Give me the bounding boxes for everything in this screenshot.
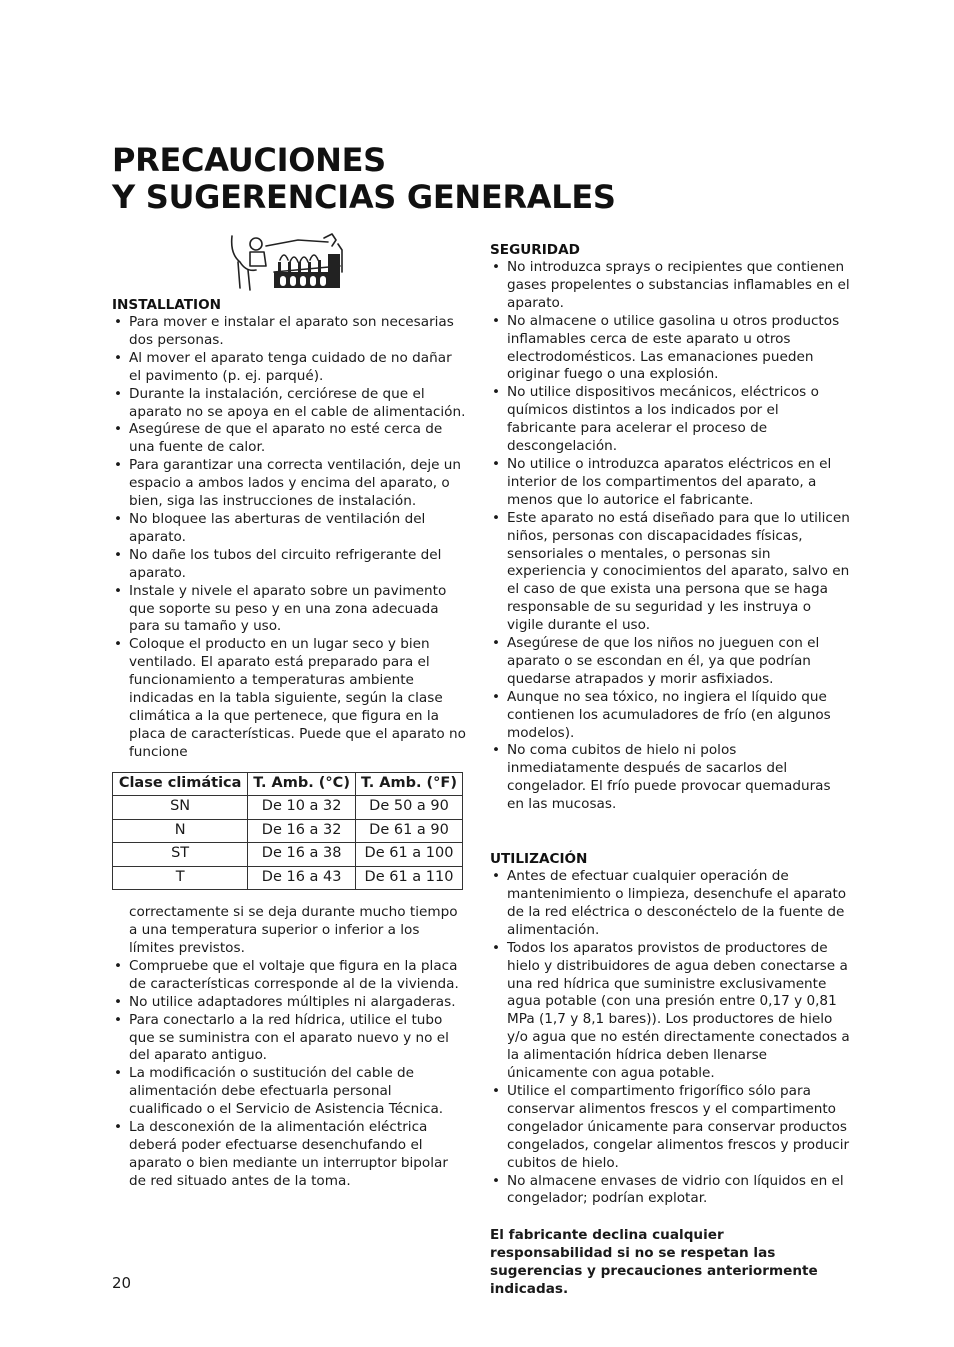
table-cell: De 61 a 100 (356, 843, 463, 867)
installation-continuation-text: correctamente si se deja durante mucho tiempo a una temperatura superior o inferior a los límites previstos. (129, 904, 458, 956)
list-item: • Este aparato no está diseñado para que lo utilicen niños, personas con discapacidades físicas, sensoriales o mentales, o personas sin experiencia y conocimientos del aparato, salvo en el caso de que exista una persona que se haga responsable de su seguridad y les instruya o vigile durante el uso. (490, 510, 850, 635)
appliance-handling-illustration (228, 226, 348, 294)
climate-class-table (112, 772, 463, 891)
table-cell: De 50 a 90 (356, 796, 463, 820)
list-item: • No introduzca sprays o recipientes que contienen gases propelentes o substancias inflamables en el aparato. (490, 259, 850, 313)
list-item: • Coloque el producto en un lugar seco y bien ventilado. El aparato está preparado para el funcionamiento a temperaturas ambiente indicadas en la tabla siguiente, según la clase climática a la que pertenece, que figura en la placa de características. Puede que el aparato no funcione (112, 636, 468, 761)
table-cell: SN (113, 796, 248, 820)
installation-list-continued (112, 958, 468, 1191)
table-header-cell: T. Amb. (°F) (356, 772, 463, 796)
utilizacion-list (490, 868, 850, 1208)
table-cell: De 61 a 110 (356, 866, 463, 890)
table-header-row (113, 772, 463, 796)
list-item: • Compruebe que el voltaje que figura en la placa de características corresponde al de la vivienda. (112, 958, 468, 994)
seguridad-list (490, 259, 850, 814)
list-item: • No coma cubitos de hielo ni polos inmediatamente después de sacarlos del congelador. El frío puede provocar quemaduras en las mucosas. (490, 742, 850, 814)
table-cell: N (113, 819, 248, 843)
list-item: • Utilice el compartimento frigorífico sólo para conservar alimentos frescos y el compartimento congelador únicamente para conservar productos congelados, congelar alimentos frescos y producir cubitos de hielo. (490, 1083, 850, 1173)
page-number: 20 (112, 1274, 132, 1292)
list-item: • La modificación o sustitución del cable de alimentación debe efectuarla personal cualificado o el Servicio de Asistencia Técnica. (112, 1065, 468, 1119)
list-item: • Durante la instalación, cerciórese de que el aparato no se apoya en el cable de alimentación. (112, 386, 468, 422)
list-item: • Asegúrese de que el aparato no esté cerca de una fuente de calor. (112, 421, 468, 457)
utilizacion-heading: UTILIZACIÓN (490, 851, 588, 868)
table-row (113, 819, 463, 843)
table-row (113, 866, 463, 890)
installation-list (112, 314, 468, 762)
list-item: • Para mover e instalar el aparato son necesarias dos personas. (112, 314, 468, 350)
table-row (113, 796, 463, 820)
table-header-cell: T. Amb. (°C) (248, 772, 356, 796)
list-item: • No bloquee las aberturas de ventilación del aparato. (112, 511, 468, 547)
table-cell: De 16 a 32 (248, 819, 356, 843)
page-title-line-1: PRECAUCIONES (112, 141, 386, 179)
list-item: • La desconexión de la alimentación eléctrica deberá poder efectuarse desenchufando el aparato o bien mediante un interruptor bipolar de red situado antes de la toma. (112, 1119, 468, 1191)
page-title (112, 142, 616, 216)
list-item: • Para garantizar una correcta ventilación, deje un espacio a ambos lados y encima del aparato, o bien, siga las instrucciones de instalación. (112, 457, 468, 511)
list-item: • Antes de efectuar cualquier operación de mantenimiento o limpieza, desenchufe el aparato de la red eléctrica o desconéctelo de la fuente de alimentación. (490, 868, 850, 940)
list-item: • No almacene envases de vidrio con líquidos en el congelador; podrían explotar. (490, 1173, 850, 1209)
page-title-line-2: Y SUGERENCIAS GENERALES (112, 178, 616, 216)
list-item: • Instale y nivele el aparato sobre un pavimento que soporte su peso y en una zona adecuada para su tamaño y uso. (112, 583, 468, 637)
list-item: • No dañe los tubos del circuito refrigerante del aparato. (112, 547, 468, 583)
list-item: • Aunque no sea tóxico, no ingiera el líquido que contienen los acumuladores de frío (en algunos modelos). (490, 689, 850, 743)
installation-heading: INSTALLATION (112, 297, 222, 313)
list-item: • No almacene o utilice gasolina u otros productos inflamables cerca de este aparato u otros electrodomésticos. Las emanaciones pueden originar fuego o una explosión. (490, 313, 850, 385)
list-item: • No utilice dispositivos mecánicos, eléctricos o químicos distintos a los indicados por el fabricante para acelerar el proceso de descongelación. (490, 384, 850, 456)
list-item: • Asegúrese de que los niños no jueguen con el aparato o se escondan en él, ya que podrían quedarse atrapados y morir asfixiados. (490, 635, 850, 689)
table-cell: De 16 a 38 (248, 843, 356, 867)
list-item: • Todos los aparatos provistos de productores de hielo y distribuidores de agua deben conectarse a una red hídrica que suministre exclusivamente agua potable (con una presión entre 0,17 y 0,81 MPa (1,7 y 8,1 bares)). Los productores de hielo y/o agua que no estén directamente conectados a la alimentación hídrica deben llenarse únicamente con agua potable. (490, 940, 850, 1083)
table-cell: T (113, 866, 248, 890)
table-header-cell: Clase climática (113, 772, 248, 796)
table-row (113, 843, 463, 867)
list-item: • No utilice o introduzca aparatos eléctricos en el interior de los compartimentos del aparato, a menos que lo autorice el fabricante. (490, 456, 850, 510)
seguridad-heading: SEGURIDAD (490, 242, 580, 258)
right-column (490, 241, 850, 1312)
list-item: • No utilice adaptadores múltiples ni alargaderas. (112, 994, 468, 1012)
list-item: • Al mover el aparato tenga cuidado de no dañar el pavimento (p. ej. parqué). (112, 350, 468, 386)
table-cell: De 16 a 43 (248, 866, 356, 890)
list-item: • Para conectarlo a la red hídrica, utilice el tubo que se suministra con el aparato nuevo y no el del aparato antiguo. (112, 1012, 468, 1066)
table-cell: De 61 a 90 (356, 819, 463, 843)
table-cell: De 10 a 32 (248, 796, 356, 820)
manufacturer-disclaimer: El fabricante declina cualquier responsabilidad si no se respetan las sugerencias y precauciones anteriormente indicadas. (490, 1227, 818, 1298)
left-column (112, 296, 468, 1191)
section-spacer (490, 814, 850, 850)
table-cell: ST (113, 843, 248, 867)
